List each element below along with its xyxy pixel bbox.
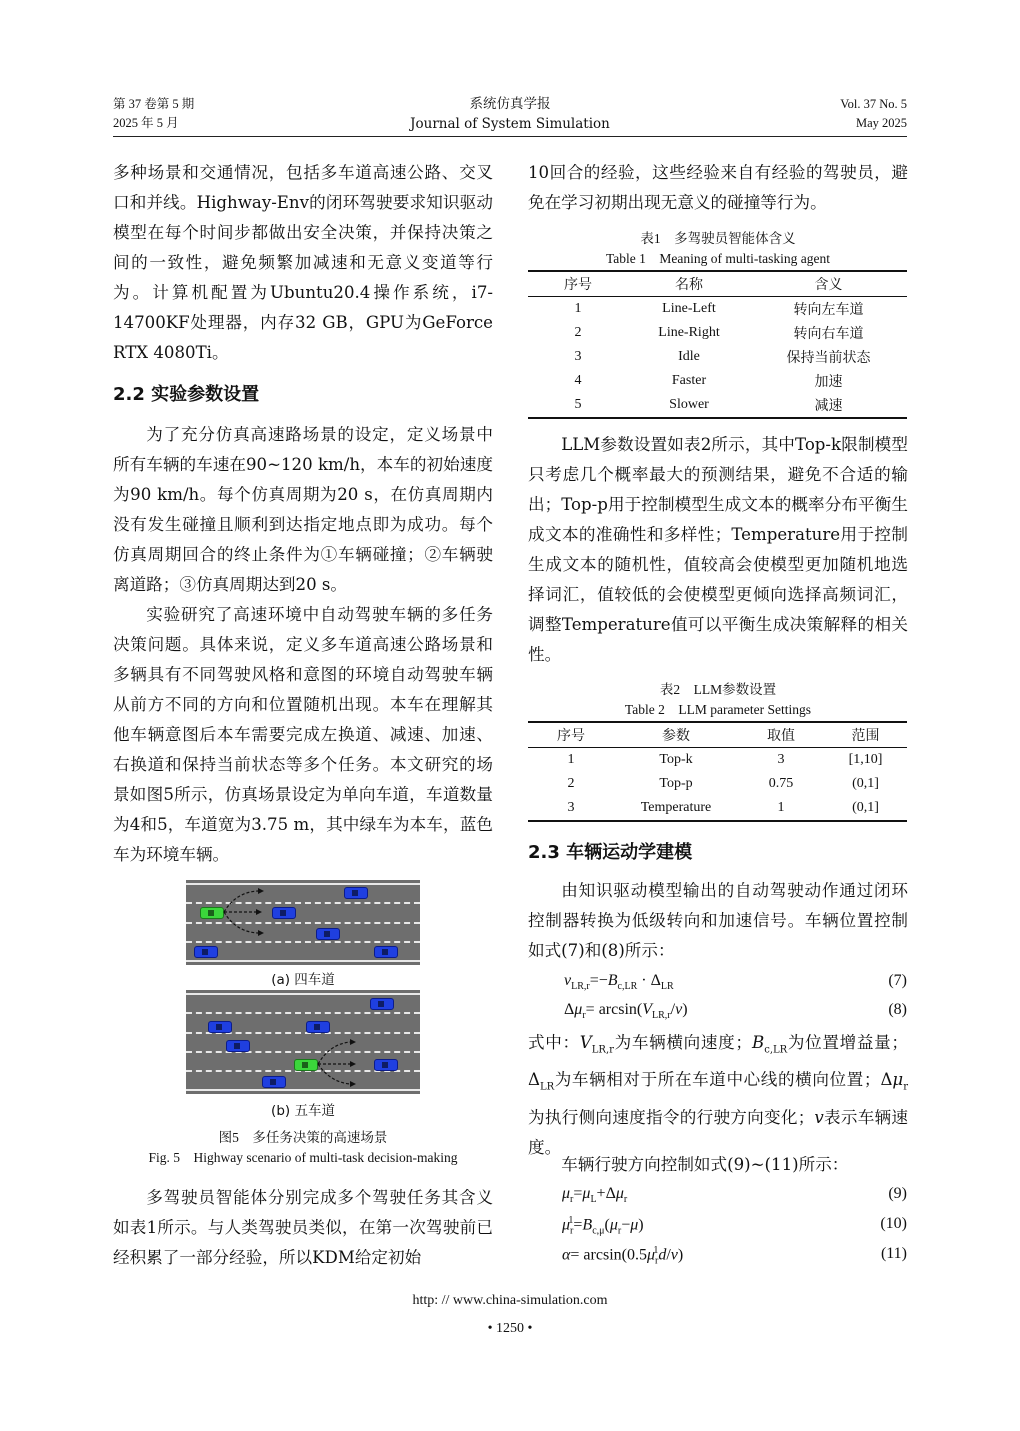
table-2-header: 序号 [557,729,585,744]
right-paragraph-2: LLM参数设置如表2所示，其中Top-k限制模型只考虑几个概率最大的预测结果，避免不合适的输出；Top-p用于控制模型生成文本的概率分布平衡生成文本的准确性和多样性；Temperature用于控制生成文本的随机性，值较高会使模型更加随机地选择词汇，值较低的会使模型更倾向选择高频词汇，调整Temperature值可以平衡生成决策解释的相关性。 [528,435,908,664]
table-1-header: 名称 [675,278,703,293]
table-1-header: 序号 [564,278,592,293]
figure-5b-five-lanes [186,990,420,1094]
table-1 [528,270,907,419]
table-1-caption: 表1 多驾驶员智能体含义 Table 1 Meaning of multi-tasking agent [605,231,830,266]
lane-change-arrows [186,990,420,1094]
lane-change-arrows [186,880,420,965]
figure-5a-four-lanes [186,880,420,965]
table-row: 5 Slower 减速 [528,393,907,418]
table-row: 2 Line-Right 转向右车道 [574,325,864,342]
table-row: 3 Temperature 1 (0,1] [528,796,907,821]
table-row: 4 Faster 加速 [574,373,843,390]
equation-8: $\Delta\mu_r= \arcsin(V_{LR,r}/v)$ [564,1001,688,1022]
page-number: • 1250 • [487,1321,533,1336]
table-2-header: 参数 [662,729,690,744]
equation-11: $\alpha= \arcsin(0.5\mu_r^1d/v)$ [562,1245,684,1267]
journal-title: 系统仿真学报 Journal of System Simulation [410,96,610,132]
figure-5-caption: 图5 多任务决策的高速场景 Fig. 5 Highway scenario of multi-task decision-making [148,1130,458,1165]
equation-7-number: (7) [888,972,907,989]
table-row: 2 Top-p 0.75 (0,1] [567,776,879,791]
right-paragraph-1: 10回合的经验，这些经验来自有经验的驾驶员，避免在学习初期出现无意义的碰撞等行为。 [528,163,908,212]
table-row: 1 Top-k 3 [1,10] [567,752,883,767]
right-paragraph-3: 由知识驱动模型输出的自动驾驶动作通过闭环控制器转换为低级转向和加速信号。车辆位置控制如式(7)和(8)所示： [528,881,908,960]
left-paragraph-2: 为了充分仿真高速路场景的设定，定义场景中所有车辆的车速在90~120 km/h，本车的初始速度为90 km/h。每个仿真周期为20 s，在仿真周期内没有发生碰撞且顺利到达指定地点即为成功。每个仿真周期回合的终止条件为①车辆碰撞；②车辆驶离道路；③仿真周期达到20 s。 实验研究了高速环境中自动驾驶车辆的多任务决策问题。具体来说，定义多车道高速公路场景和多辆具有不同驾驶风格和意图的环境自动驾驶车辆从前方不同的方向和位置随机出现。本车在理解其他车辆意图后本车需要完成左换道、减速、加速、右换道和保持当前状态等多个任务。本文研究的场景如图5所示，仿真场景设定为单向车道，车道数量为4和5，车道宽为3.75 m，其中绿车为本车，蓝色车为环境车辆。 [113,425,493,864]
equation-10: $\mu_r^1=B_{c,\mu}(\mu_r-\mu)$ [562,1215,644,1237]
right-paragraph-4: 式中：$V_{LR,r}$为车辆横向速度；$B_{c,LR}$为位置增益量；$\Delta_{LR}$为车辆相对于所在车道中心线的横向位置；$\Delta\mu_r$为执行侧向速度指令的行驶方向变化；v表示车辆速度。 [528,1033,909,1157]
equation-9-number: (9) [888,1185,907,1202]
left-paragraph-4: 多驾驶员智能体分别完成多个驾驶任务其含义如表1所示。与人类驾驶员类似，在第一次驾驶前已经积累了一部分经验，所以KDM给定初始 [113,1188,493,1267]
right-paragraph-5: 车辆行驶方向控制如式(9)~(11)所示： [561,1155,849,1174]
table-row: 3 Idle 保持当前状态 [574,349,871,366]
section-2-3-heading: 2.3 车辆运动学建模 [528,842,693,863]
section-2-2-heading: 2.2 实验参数设置 [113,384,260,405]
table-1-header: 含义 [814,278,843,293]
equation-9: $\mu_r=\mu_L+\Delta\mu_r$ [562,1185,628,1206]
figure-5a-label: (a) 四车道 [271,972,335,988]
table-2-header: 取值 [767,729,795,744]
footer-url: http: // www.china-simulation.com [412,1293,608,1308]
figure-5b-label: (b) 五车道 [271,1103,335,1119]
header-issue-cn: 第 37 卷第 5 期 2025 年 5 月 [113,97,195,130]
table-2 [528,721,907,822]
header-rule [113,136,907,137]
table-row: 1 Line-Left 转向左车道 [574,301,864,318]
equation-8-number: (8) [888,1001,907,1018]
header-issue-en: Vol. 37 No. 5 May 2025 [840,97,907,130]
left-paragraph-1: 多种场景和交通情况，包括多车道高速公路、交叉口和并线。Highway-Env的闭环驾驶要求知识驱动模型在每个时间步都做出安全决策，并保持决策之间的一致性，避免频繁加减速和无意义变道等行为。计算机配置为Ubuntu20.4操作系统，i7-14700KF处理器，内存32 GB，GPU为GeForce RTX 4080Ti。 [113,163,493,362]
table-2-caption: 表2 LLM参数设置 Table 2 LLM parameter Settings [624,682,812,717]
table-2-header: 范围 [851,729,880,744]
equation-10-number: (10) [880,1215,907,1232]
equation-7: $v_{LR,r}=-B_{c,LR} \cdot \Delta_{LR}$ [564,972,674,993]
equation-11-number: (11) [880,1245,907,1262]
